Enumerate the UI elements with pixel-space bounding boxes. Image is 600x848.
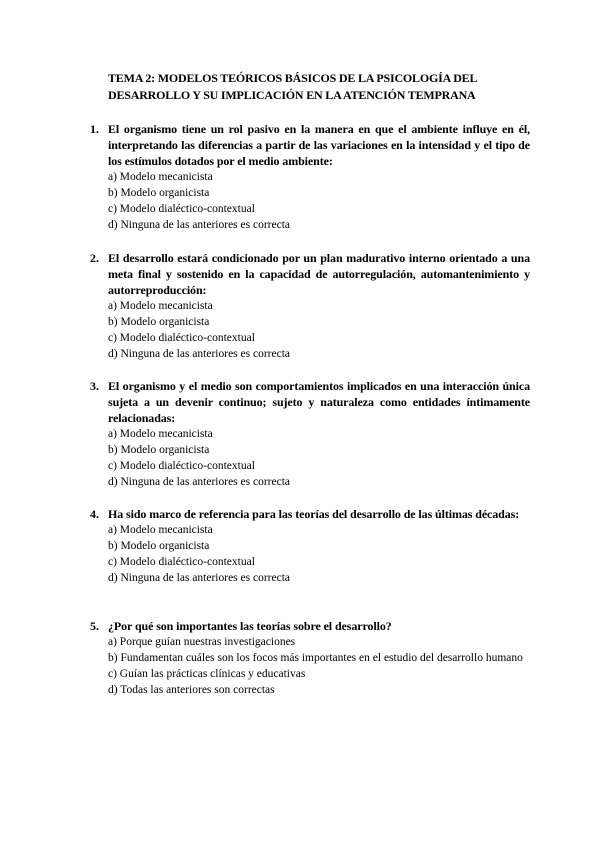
option-c: c) Modelo dialéctico-contextual [108,203,255,215]
option-a: a) Modelo mecanicista [108,171,213,183]
option-a: a) Porque guían nuestras investigaciones [108,636,296,648]
question-5 [90,618,530,698]
question-4 [90,506,530,586]
question-1 [90,121,530,233]
option-a: a) Modelo mecanicista [108,524,213,536]
question-3 [90,378,530,490]
question-text: Ha sido marco de referencia para las teorías del desarrollo de las últimas décadas: [108,507,520,521]
option-a: a) Modelo mecanicista [108,428,213,440]
question-number: 5. [90,619,99,633]
question-text: El organismo tiene un rol pasivo en la manera en que el ambiente influye en él, interpretando las diferencias a partir de las variaciones en la intensidad y el tipo de los estímulos dotados por el medio ambiente: [108,122,530,168]
option-b: b) Modelo organicista [108,540,210,552]
option-b: b) Modelo organicista [108,316,210,328]
option-c: c) Guían las prácticas clínicas y educativas [108,668,306,680]
option-d: d) Ninguna de las anteriores es correcta [108,476,291,488]
question-number: 2. [90,251,99,265]
question-number: 4. [90,507,99,521]
question-2 [90,250,530,362]
option-b: b) Modelo organicista [108,444,210,456]
question-text: ¿Por qué son importantes las teorías sobre el desarrollo? [108,619,392,633]
option-b: b) Fundamentan cuáles son los focos más importantes en el estudio del desarrollo humano [108,652,523,664]
option-d: d) Ninguna de las anteriores es correcta [108,219,291,231]
option-b: b) Modelo organicista [108,187,210,199]
option-d: d) Todas las anteriores son correctas [108,684,275,696]
option-c: c) Modelo dialéctico-contextual [108,556,255,568]
option-c: c) Modelo dialéctico-contextual [108,460,255,472]
page-title: TEMA 2: MODELOS TEÓRICOS BÁSICOS DE LA PSICOLOGÍA DEL DESARROLLO Y SU IMPLICACIÓN EN LA ATENCIÓN TEMPRANA [108,71,477,102]
question-number: 3. [90,379,99,393]
question-text: El organismo y el medio son comportamientos implicados en una interacción única sujeta a un devenir continuo; sujeto y naturaleza como entidades íntimamente relacionadas: [108,379,530,425]
option-d: d) Ninguna de las anteriores es correcta [108,348,291,360]
option-a: a) Modelo mecanicista [108,300,213,312]
question-text: El desarrollo estará condicionado por un plan madurativo interno orientado a una meta final y sostenido en la capacidad de autorregulación, automantenimiento y autorreproducción: [108,251,530,297]
option-d: d) Ninguna de las anteriores es correcta [108,572,291,584]
question-number: 1. [90,122,99,136]
option-c: c) Modelo dialéctico-contextual [108,332,255,344]
